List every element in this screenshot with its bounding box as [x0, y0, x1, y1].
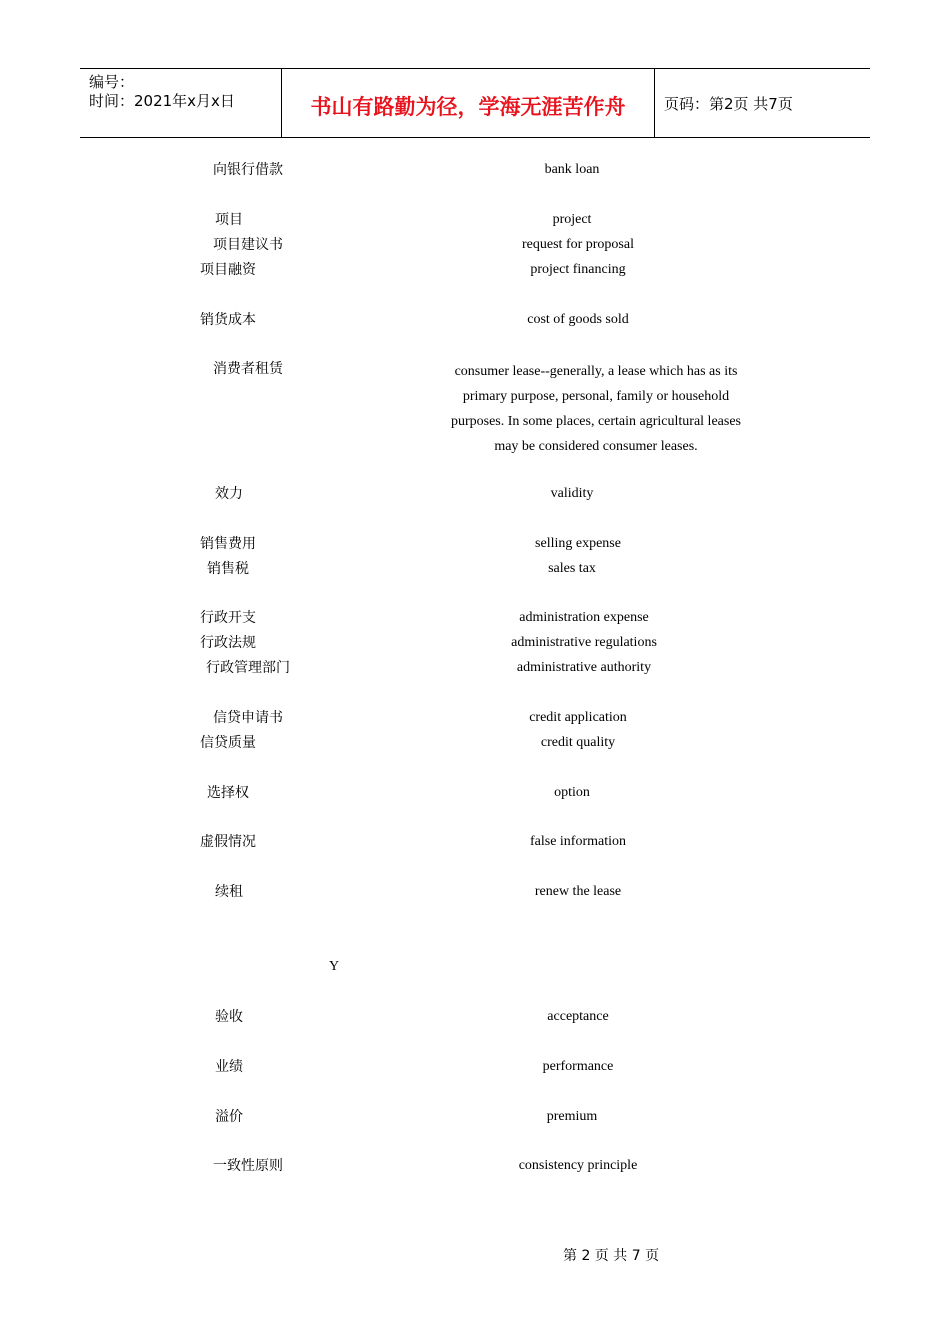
- glossary-entry: [0, 160, 950, 180]
- page-header: [80, 68, 870, 138]
- glossary-entry: [0, 733, 950, 753]
- term-chinese: 选择权: [207, 785, 249, 801]
- term-chinese: 销售费用: [200, 536, 256, 552]
- glossary-entry: [0, 658, 950, 678]
- glossary-entry: [0, 608, 950, 628]
- glossary-entry: [0, 882, 950, 902]
- term-english: performance: [542, 1059, 614, 1074]
- glossary-entry: [0, 708, 950, 728]
- term-chinese: 效力: [215, 486, 243, 502]
- term-chinese: 溢价: [215, 1109, 243, 1125]
- glossary-entry: [0, 534, 950, 554]
- glossary-entry: [0, 832, 950, 852]
- term-english: selling expense: [535, 536, 621, 551]
- term-english: administration expense: [519, 610, 649, 625]
- term-english: validity: [550, 486, 594, 501]
- glossary-entry: [0, 783, 950, 803]
- term-chinese: 信贷申请书: [213, 710, 283, 726]
- term-english: administrative regulations: [511, 635, 657, 650]
- term-english: consistency principle: [518, 1158, 638, 1173]
- term-chinese: 行政管理部门: [206, 660, 290, 676]
- header-motto-cell: [282, 69, 655, 137]
- term-chinese: 项目建议书: [213, 237, 283, 253]
- term-english: acceptance: [547, 1009, 609, 1024]
- page-info: 页码：第2页 共7页: [664, 95, 793, 113]
- glossary-entry: [0, 633, 950, 653]
- term-english: project financing: [530, 262, 626, 277]
- term-english: option: [554, 785, 590, 800]
- term-english: sales tax: [548, 561, 596, 576]
- glossary-entry: [0, 235, 950, 255]
- term-chinese: 项目: [215, 212, 243, 228]
- term-english: credit quality: [540, 735, 616, 750]
- number-label: 编号：: [89, 73, 135, 91]
- term-english: credit application: [529, 710, 627, 725]
- glossary-entry: [0, 1057, 950, 1077]
- term-english: cost of goods sold: [527, 312, 629, 327]
- glossary-entry: [0, 1107, 950, 1127]
- term-chinese: 向银行借款: [213, 162, 283, 178]
- glossary-entry: [0, 210, 950, 230]
- section-letter: Y: [329, 959, 340, 974]
- term-english-definition: consumer lease--generally, a lease which has as its primary purpose, personal, family or household purposes. In some places, certain agricultural leases may be considered consumer leases.: [450, 364, 741, 454]
- term-chinese: 项目融资: [200, 262, 256, 278]
- term-english: request for proposal: [522, 237, 634, 252]
- term-chinese: 一致性原则: [213, 1158, 283, 1174]
- term-chinese: 行政开支: [200, 610, 256, 626]
- glossary-entry: [0, 310, 950, 330]
- term-chinese: 销售税: [207, 561, 249, 577]
- term-english: administrative authority: [516, 660, 652, 675]
- term-chinese: 续租: [215, 884, 243, 900]
- term-chinese: 信贷质量: [200, 735, 256, 751]
- term-chinese: 行政法规: [200, 635, 256, 651]
- term-english: premium: [546, 1109, 598, 1124]
- header-right-cell: [655, 69, 870, 137]
- glossary-entry: [0, 1007, 950, 1027]
- header-left-cell: [80, 69, 282, 137]
- glossary-entry: [0, 260, 950, 280]
- term-chinese: 销货成本: [200, 312, 256, 328]
- term-chinese: 虚假情况: [200, 834, 256, 850]
- term-english: renew the lease: [534, 884, 622, 899]
- motto: 书山有路勤为径，学海无涯苦作舟: [310, 95, 626, 119]
- date-label: 时间：2021年x月x日: [89, 92, 235, 110]
- page-footer: 第 2 页 共 7 页: [563, 1248, 660, 1264]
- term-chinese: 验收: [215, 1009, 243, 1025]
- term-chinese: 消费者租赁: [213, 361, 283, 377]
- glossary-entry: [0, 559, 950, 579]
- term-chinese: 业绩: [215, 1059, 243, 1075]
- term-english: project: [552, 212, 592, 227]
- term-english: bank loan: [544, 162, 600, 177]
- glossary-entry: [0, 1156, 950, 1176]
- glossary-entry: [0, 484, 950, 504]
- term-english: false information: [529, 834, 627, 849]
